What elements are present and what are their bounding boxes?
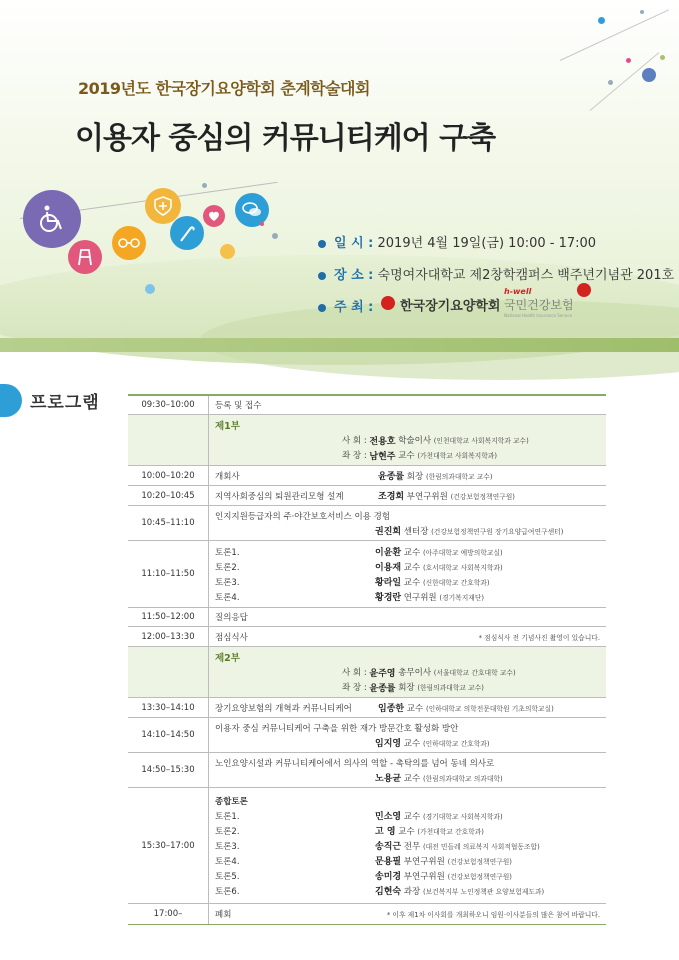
table-row: 17:00– 폐회 * 이후 제1차 이사회를 개최하오니 임원·이사분들의 많은 참여 바랍니다. (128, 904, 606, 925)
decorative-dot (598, 17, 605, 24)
section-heading: 종합토론 (215, 796, 248, 807)
part-heading: 제1부 (215, 421, 240, 432)
decorative-dot (220, 244, 235, 259)
program-tab (0, 384, 22, 417)
decorative-dot (608, 80, 613, 85)
table-row: 10:00–10:20 개회사 윤종률 회장 (한림의과대학교 교수) (128, 466, 606, 486)
part-heading: 제2부 (215, 653, 240, 664)
info-value: 2019년 4월 19일(금) 10:00 - 17:00 (377, 236, 597, 251)
bullet-icon (318, 240, 326, 248)
table-row: 09:30–10:00 등록 및 접수 (128, 395, 606, 415)
nhis-logo (504, 287, 574, 318)
event-subtitle: 2019년도 한국장기요양학회 춘계학술대회 (78, 79, 370, 98)
table-row: 제1부 사 회 : 전용호 학술이사 (인천대학교 사회복지학과 교수) 좌 장 : 남현주 교수 (가천대학교 사회복지학과) (128, 415, 606, 466)
table-row: 11:10–11:50 토론1. 이윤환 교수 (아주대학교 예방의학교실) 토론2. 이용재 교수 (호서대학교 사회복지학과) 토론3. 황라일 교수 (신한대학교 간호학과) 토론4. 황경란 연구위원 (경기복지재단) (128, 541, 606, 608)
table-row: 14:10–14:50 이용자 중심 커뮤니티케어 구축을 위한 재가 방문간호 활성화 방안 임지영 교수 (인하대학교 간호학과) (128, 718, 606, 753)
organizer-name: 한국장기요양학회 (400, 299, 501, 314)
nhis-heart-icon (577, 283, 591, 297)
nhis-tag: h-well (504, 287, 532, 296)
event-title: 이용자 중심의 커뮤니티케어 구축 (75, 121, 496, 156)
table-row: 14:50–15:30 노인요양시설과 커뮤니티케어에서 의사의 역할 - 촉탁의를 넘어 동네 의사로 노용균 교수 (한림의과대학교 의과대학) (128, 753, 606, 788)
info-label: 주 최 : (334, 300, 374, 315)
decorative-dot (202, 183, 207, 188)
info-label: 일 시 : (334, 236, 374, 251)
info-place (318, 264, 674, 283)
cane-icon (170, 216, 204, 250)
table-row: 13:30–14:10 장기요양보험의 개혁과 커뮤니티케어 임종한 교수 (인하대학교 의학전문대학원 기초의학교실) (128, 698, 606, 718)
banner-strip (0, 338, 679, 352)
info-date (318, 232, 596, 251)
schedule-table (128, 394, 606, 925)
walker-icon (68, 240, 102, 274)
bullet-icon (318, 304, 326, 312)
decorative-dot (642, 68, 656, 82)
table-row: 12:00–13:30 점심식사 * 점심식사 전 기념사진 촬영이 있습니다. (128, 627, 606, 647)
decorative-dot (640, 10, 644, 14)
wheelchair-icon (23, 190, 81, 248)
footnote: * 이후 제1차 이사회를 개최하오니 임원·이사분들의 많은 참여 바랍니다. (386, 911, 600, 919)
glasses-icon (112, 226, 146, 260)
table-row: 15:30–17:00 종합토론 토론1. 민소영 교수 (경기대학교 사회복지학과) 토론2. 고 영 교수 (가천대학교 간호학과) 토론3. 송직근 전무 (대전 민들레 의료복지 사회적협동조합) 토론4. 문용필 부연구위원 (건강보험정책연구원) 토론5. 송미경 부연구위원 (건강보험정책연구원) 토론6. 김현숙 과장 (보건복지부 노인정책관 요양보험제도과) (128, 788, 606, 904)
decorative-dot (272, 233, 278, 239)
table-row: 11:50–12:00 질의응답 (128, 608, 606, 627)
decorative-dot (145, 284, 155, 294)
session-title: 등록 및 접수 (215, 401, 262, 411)
chat-icon (235, 193, 269, 227)
table-row: 10:20–10:45 지역사회중심의 퇴원관리모형 설계 조경희 부연구위원 (건강보험정책연구원) (128, 486, 606, 506)
heart-icon (203, 205, 225, 227)
kltc-logo-icon (381, 296, 395, 310)
footnote: * 점심식사 전 기념사진 촬영이 있습니다. (478, 633, 600, 642)
table-row: 제2부 사 회 : 윤주영 총무이사 (서울대학교 간호대학 교수) 좌 장 : 윤종률 회장 (한림의과대학교 교수) (128, 647, 606, 698)
info-host (318, 296, 373, 315)
decorative-dot (660, 55, 665, 60)
nhis-name: 국민건강보험 (504, 298, 574, 312)
decorative-line (560, 9, 669, 61)
program-label: 프로그램 (30, 393, 100, 413)
header-banner (0, 0, 679, 352)
decorative-dot (626, 58, 631, 63)
decorative-dot (260, 222, 264, 226)
bullet-icon (318, 272, 326, 280)
table-row: 10:45–11:10 인지지원등급자의 주·야간보호서비스 이용 경험 권진희 센터장 (건강보험정책연구원 장기요양급여연구센터) (128, 506, 606, 541)
info-value: 숙명여자대학교 제2창학캠퍼스 백주년기념관 201호 (377, 268, 675, 283)
info-label: 장 소 : (334, 268, 374, 283)
nhis-english-name: National Health Insurance Service (504, 313, 573, 318)
